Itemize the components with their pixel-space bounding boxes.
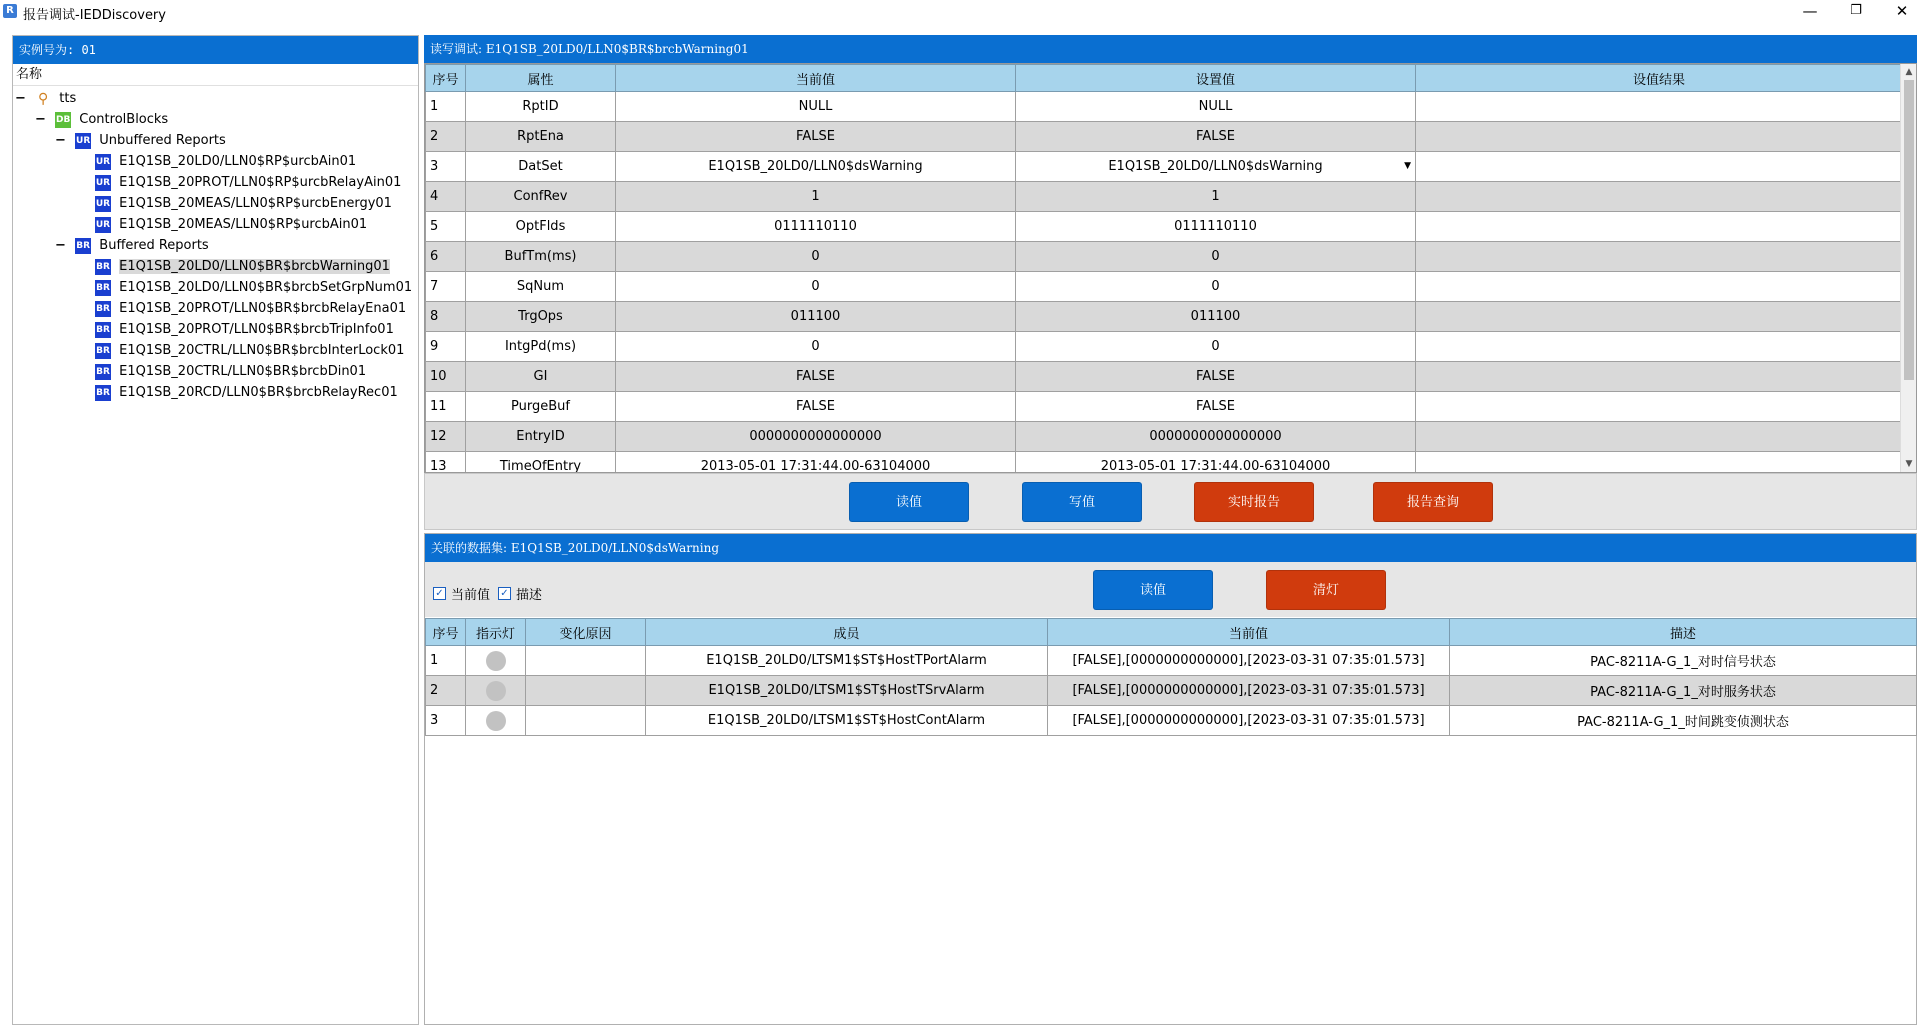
scroll-down-icon[interactable]: ▼ <box>1905 459 1913 469</box>
cell-description: PAC-8211A-G_1_对时服务状态 <box>1450 676 1917 706</box>
key-icon: ⚲ <box>38 90 49 107</box>
cell-set-value[interactable]: FALSE <box>1016 122 1416 152</box>
cell-current-value: 0 <box>616 272 1016 302</box>
checkbox-label: 描述 <box>516 588 543 603</box>
cell-set-result <box>1416 182 1903 212</box>
cell-description: PAC-8211A-G_1_对时信号状态 <box>1450 646 1917 676</box>
table-row[interactable] <box>426 706 1917 736</box>
tree-column-header: 名称 <box>13 64 418 86</box>
checkbox-label: 当前值 <box>451 588 491 603</box>
cell-current-value: 0 <box>616 242 1016 272</box>
dropdown-value: E1Q1SB_20LD0/LLN0$dsWarning <box>1108 159 1323 174</box>
cell-index: 2 <box>426 676 466 706</box>
read-write-panel <box>424 35 1917 531</box>
buffered-report-icon: BR <box>75 238 91 254</box>
cell-attribute: RptID <box>466 92 616 122</box>
cell-current-value: E1Q1SB_20LD0/LLN0$dsWarning <box>616 152 1016 182</box>
tree-item-label: E1Q1SB_20LD0/LLN0$BR$brcbWarning01 <box>119 259 390 274</box>
cell-member: E1Q1SB_20LD0/LTSM1$ST$HostContAlarm <box>646 706 1048 736</box>
tree-node-label: ControlBlocks <box>79 112 169 127</box>
table-row[interactable] <box>426 452 1903 474</box>
tree-item-label: E1Q1SB_20PROT/LLN0$RP$urcbRelayAin01 <box>119 175 402 190</box>
column-header[interactable]: 序号 <box>426 65 466 92</box>
scroll-up-icon[interactable]: ▲ <box>1905 67 1913 77</box>
buffered-report-icon: BR <box>95 280 111 296</box>
cell-set-value[interactable]: FALSE <box>1016 392 1416 422</box>
tree-item-brcb[interactable] <box>95 299 406 319</box>
cell-attribute: RptEna <box>466 122 616 152</box>
cell-index: 6 <box>426 242 466 272</box>
cell-description: PAC-8211A-G_1_时间跳变侦测状态 <box>1450 706 1917 736</box>
cell-index: 8 <box>426 302 466 332</box>
cell-current-value: 0000000000000000 <box>616 422 1016 452</box>
dataset-header: 关联的数据集: E1Q1SB_20LD0/LLN0$dsWarning <box>425 534 1916 562</box>
indicator-light-icon <box>486 711 506 731</box>
cell-current-value: 2013-05-01 17:31:44.00-63104000 <box>616 452 1016 474</box>
cell-member: E1Q1SB_20LD0/LTSM1$ST$HostTSrvAlarm <box>646 676 1048 706</box>
table-row[interactable] <box>426 272 1903 302</box>
dataset-read-value-button[interactable]: 读值 <box>1093 570 1213 610</box>
table-header-row <box>426 65 1903 92</box>
cell-attribute: TrgOps <box>466 302 616 332</box>
column-header[interactable]: 序号 <box>426 619 466 646</box>
table-row[interactable] <box>426 392 1903 422</box>
table-header-row <box>426 619 1917 646</box>
tree-node-buffered[interactable] <box>55 236 209 256</box>
table-row[interactable] <box>426 212 1903 242</box>
tree-item-label: E1Q1SB_20PROT/LLN0$BR$brcbTripInfo01 <box>119 322 394 337</box>
table-row[interactable] <box>426 676 1917 706</box>
cell-change-reason <box>526 706 646 736</box>
column-header[interactable]: 设置值 <box>1016 65 1416 92</box>
cell-index: 4 <box>426 182 466 212</box>
tree-item-label: E1Q1SB_20CTRL/LLN0$BR$brcbInterLock01 <box>119 343 405 358</box>
tree-item-label: E1Q1SB_20LD0/LLN0$BR$brcbSetGrpNum01 <box>119 280 413 295</box>
cell-change-reason <box>526 646 646 676</box>
cell-set-result <box>1416 332 1903 362</box>
table-row[interactable] <box>426 122 1903 152</box>
table-row[interactable] <box>426 302 1903 332</box>
tree-item-urcb[interactable] <box>95 194 392 214</box>
unbuffered-report-icon: UR <box>95 217 111 233</box>
cell-attribute: GI <box>466 362 616 392</box>
tree-item-brcb[interactable] <box>95 341 404 361</box>
buffered-report-icon: BR <box>95 385 111 401</box>
database-icon: DB <box>55 112 71 128</box>
dropdown-arrow-icon[interactable]: ▼ <box>1404 161 1411 171</box>
collapse-icon[interactable]: − <box>55 238 66 253</box>
tree-item-label: E1Q1SB_20MEAS/LLN0$RP$urcbAin01 <box>119 217 368 232</box>
buffered-report-icon: BR <box>95 322 111 338</box>
tree-item-urcb[interactable] <box>95 152 356 172</box>
cell-current-value: FALSE <box>616 362 1016 392</box>
table-row[interactable] <box>426 92 1903 122</box>
tree-item-label: E1Q1SB_20LD0/LLN0$RP$urcbAin01 <box>119 154 357 169</box>
cell-indicator <box>466 646 526 676</box>
cell-index: 1 <box>426 92 466 122</box>
tree-item-label: E1Q1SB_20MEAS/LLN0$RP$urcbEnergy01 <box>119 196 392 211</box>
read-write-button-bar <box>424 473 1917 530</box>
cell-attribute: SqNum <box>466 272 616 302</box>
dataset-table <box>425 618 1917 736</box>
cell-current-value: [FALSE],[0000000000000],[2023-03-31 07:35:01.573] <box>1048 706 1450 736</box>
window-title: 报告调试-IEDDiscovery <box>23 8 166 23</box>
cell-set-value[interactable]: 0000000000000000 <box>1016 422 1416 452</box>
window-titlebar <box>0 0 1920 24</box>
cell-index: 3 <box>426 706 466 736</box>
unbuffered-report-icon: UR <box>95 154 111 170</box>
cell-set-result <box>1416 362 1903 392</box>
cell-attribute: DatSet <box>466 152 616 182</box>
show-current-value-checkbox[interactable] <box>433 584 490 603</box>
cell-index: 1 <box>426 646 466 676</box>
cell-attribute: BufTm(ms) <box>466 242 616 272</box>
cell-set-value[interactable]: 0 <box>1016 272 1416 302</box>
checkbox-checked-icon[interactable]: ✓ <box>433 587 446 600</box>
cell-set-result <box>1416 242 1903 272</box>
cell-current-value: 011100 <box>616 302 1016 332</box>
read-write-header: 读写调试: E1Q1SB_20LD0/LLN0$BR$brcbWarning01 <box>424 35 1917 63</box>
dataset-toolbar <box>425 562 1916 617</box>
buffered-report-icon: BR <box>95 259 111 275</box>
cell-current-value: 0 <box>616 332 1016 362</box>
cell-set-result <box>1416 92 1903 122</box>
cell-set-value[interactable]: 1 <box>1016 182 1416 212</box>
cell-attribute: EntryID <box>466 422 616 452</box>
cell-set-result <box>1416 422 1903 452</box>
cell-set-value[interactable]: FALSE <box>1016 362 1416 392</box>
tree-item-label: E1Q1SB_20RCD/LLN0$BR$brcbRelayRec01 <box>119 385 398 400</box>
realtime-report-button[interactable]: 实时报告 <box>1194 482 1314 522</box>
column-header[interactable]: 成员 <box>646 619 1048 646</box>
cell-set-value[interactable]: 011100 <box>1016 302 1416 332</box>
column-header[interactable]: 当前值 <box>616 65 1016 92</box>
maximize-button[interactable]: ❐ <box>1850 3 1862 18</box>
cell-index: 12 <box>426 422 466 452</box>
tree-node-controlblocks[interactable] <box>35 110 168 130</box>
cell-attribute: PurgeBuf <box>466 392 616 422</box>
dataset-panel <box>424 533 1917 1025</box>
cell-current-value: 1 <box>616 182 1016 212</box>
checkbox-checked-icon[interactable]: ✓ <box>498 587 511 600</box>
tree-node-label: Unbuffered Reports <box>99 133 226 148</box>
cell-current-value: 0111110110 <box>616 212 1016 242</box>
cell-indicator <box>466 706 526 736</box>
tree-item-urcb[interactable] <box>95 173 401 193</box>
unbuffered-report-icon: UR <box>95 175 111 191</box>
cell-set-result <box>1416 152 1903 182</box>
cell-change-reason <box>526 676 646 706</box>
cell-set-value[interactable]: 0111110110 <box>1016 212 1416 242</box>
cell-index: 9 <box>426 332 466 362</box>
tree-item-brcb[interactable] <box>95 278 412 298</box>
dataset-dropdown[interactable] <box>1016 152 1416 182</box>
read-write-table-container <box>424 63 1917 473</box>
cell-current-value: [FALSE],[0000000000000],[2023-03-31 07:35:01.573] <box>1048 676 1450 706</box>
read-value-button[interactable]: 读值 <box>849 482 969 522</box>
cell-set-value[interactable]: NULL <box>1016 92 1416 122</box>
minimize-button[interactable]: — <box>1802 2 1818 20</box>
table-row[interactable] <box>426 646 1917 676</box>
cell-indicator <box>466 676 526 706</box>
cell-set-result <box>1416 122 1903 152</box>
tree-item-urcb[interactable] <box>95 215 367 235</box>
tree-node-label: Buffered Reports <box>99 238 209 253</box>
report-query-button[interactable]: 报告查询 <box>1373 482 1493 522</box>
clear-indicators-button[interactable]: 清灯 <box>1266 570 1386 610</box>
instance-header: 实例号为: 01 <box>13 36 418 64</box>
cell-index: 13 <box>426 452 466 474</box>
collapse-icon[interactable]: − <box>35 112 46 127</box>
cell-index: 7 <box>426 272 466 302</box>
tree-item-brcb-selected[interactable] <box>95 257 390 277</box>
tree-item-brcb[interactable] <box>95 362 366 382</box>
tree-item-label: E1Q1SB_20CTRL/LLN0$BR$brcbDin01 <box>119 364 367 379</box>
cell-set-result <box>1416 302 1903 332</box>
cell-set-value[interactable]: 0 <box>1016 242 1416 272</box>
column-header[interactable]: 变化原因 <box>526 619 646 646</box>
collapse-icon[interactable]: − <box>15 91 26 106</box>
tree-item-brcb[interactable] <box>95 320 394 340</box>
unbuffered-report-icon: UR <box>95 196 111 212</box>
tree-item-brcb[interactable] <box>95 383 398 403</box>
cell-set-result <box>1416 212 1903 242</box>
column-header[interactable]: 当前值 <box>1048 619 1450 646</box>
unbuffered-report-icon: UR <box>75 133 91 149</box>
cell-set-result <box>1416 392 1903 422</box>
cell-index: 11 <box>426 392 466 422</box>
cell-attribute: OptFlds <box>466 212 616 242</box>
indicator-light-icon <box>486 681 506 701</box>
cell-set-result <box>1416 452 1903 474</box>
table-row[interactable] <box>426 152 1903 182</box>
column-header[interactable]: 属性 <box>466 65 616 92</box>
read-write-table <box>425 64 1903 473</box>
cell-index: 10 <box>426 362 466 392</box>
table-row[interactable] <box>426 422 1903 452</box>
table-row[interactable] <box>426 362 1903 392</box>
cell-current-value: FALSE <box>616 392 1016 422</box>
write-value-button[interactable]: 写值 <box>1022 482 1142 522</box>
cell-current-value: FALSE <box>616 122 1016 152</box>
cell-attribute: IntgPd(ms) <box>466 332 616 362</box>
cell-index: 2 <box>426 122 466 152</box>
indicator-light-icon <box>486 651 506 671</box>
vertical-scrollbar[interactable] <box>1900 64 1916 472</box>
cell-set-value[interactable]: 2013-05-01 17:31:44.00-63104000 <box>1016 452 1416 474</box>
instance-tree-panel <box>12 35 419 1025</box>
tree-node-root[interactable] <box>15 89 76 109</box>
cell-current-value: [FALSE],[0000000000000],[2023-03-31 07:35:01.573] <box>1048 646 1450 676</box>
buffered-report-icon: BR <box>95 364 111 380</box>
cell-member: E1Q1SB_20LD0/LTSM1$ST$HostTPortAlarm <box>646 646 1048 676</box>
buffered-report-icon: BR <box>95 301 111 317</box>
cell-index: 5 <box>426 212 466 242</box>
table-row[interactable] <box>426 182 1903 212</box>
tree-item-label: E1Q1SB_20PROT/LLN0$BR$brcbRelayEna01 <box>119 301 407 316</box>
cell-attribute: ConfRev <box>466 182 616 212</box>
scroll-thumb[interactable] <box>1904 80 1914 380</box>
buffered-report-icon: BR <box>95 343 111 359</box>
column-header[interactable]: 指示灯 <box>466 619 526 646</box>
column-header[interactable]: 设值结果 <box>1416 65 1903 92</box>
cell-current-value: NULL <box>616 92 1016 122</box>
column-header[interactable]: 描述 <box>1450 619 1917 646</box>
show-description-checkbox[interactable] <box>498 584 542 603</box>
cell-set-value[interactable]: 0 <box>1016 332 1416 362</box>
close-button[interactable]: ✕ <box>1895 2 1909 20</box>
table-row[interactable] <box>426 242 1903 272</box>
tree-node-unbuffered[interactable] <box>55 131 226 151</box>
app-icon: R <box>3 4 17 18</box>
table-row[interactable] <box>426 332 1903 362</box>
tree-node-label: tts <box>59 91 77 106</box>
cell-set-result <box>1416 272 1903 302</box>
collapse-icon[interactable]: − <box>55 133 66 148</box>
cell-attribute: TimeOfEntry <box>466 452 616 474</box>
cell-index: 3 <box>426 152 466 182</box>
